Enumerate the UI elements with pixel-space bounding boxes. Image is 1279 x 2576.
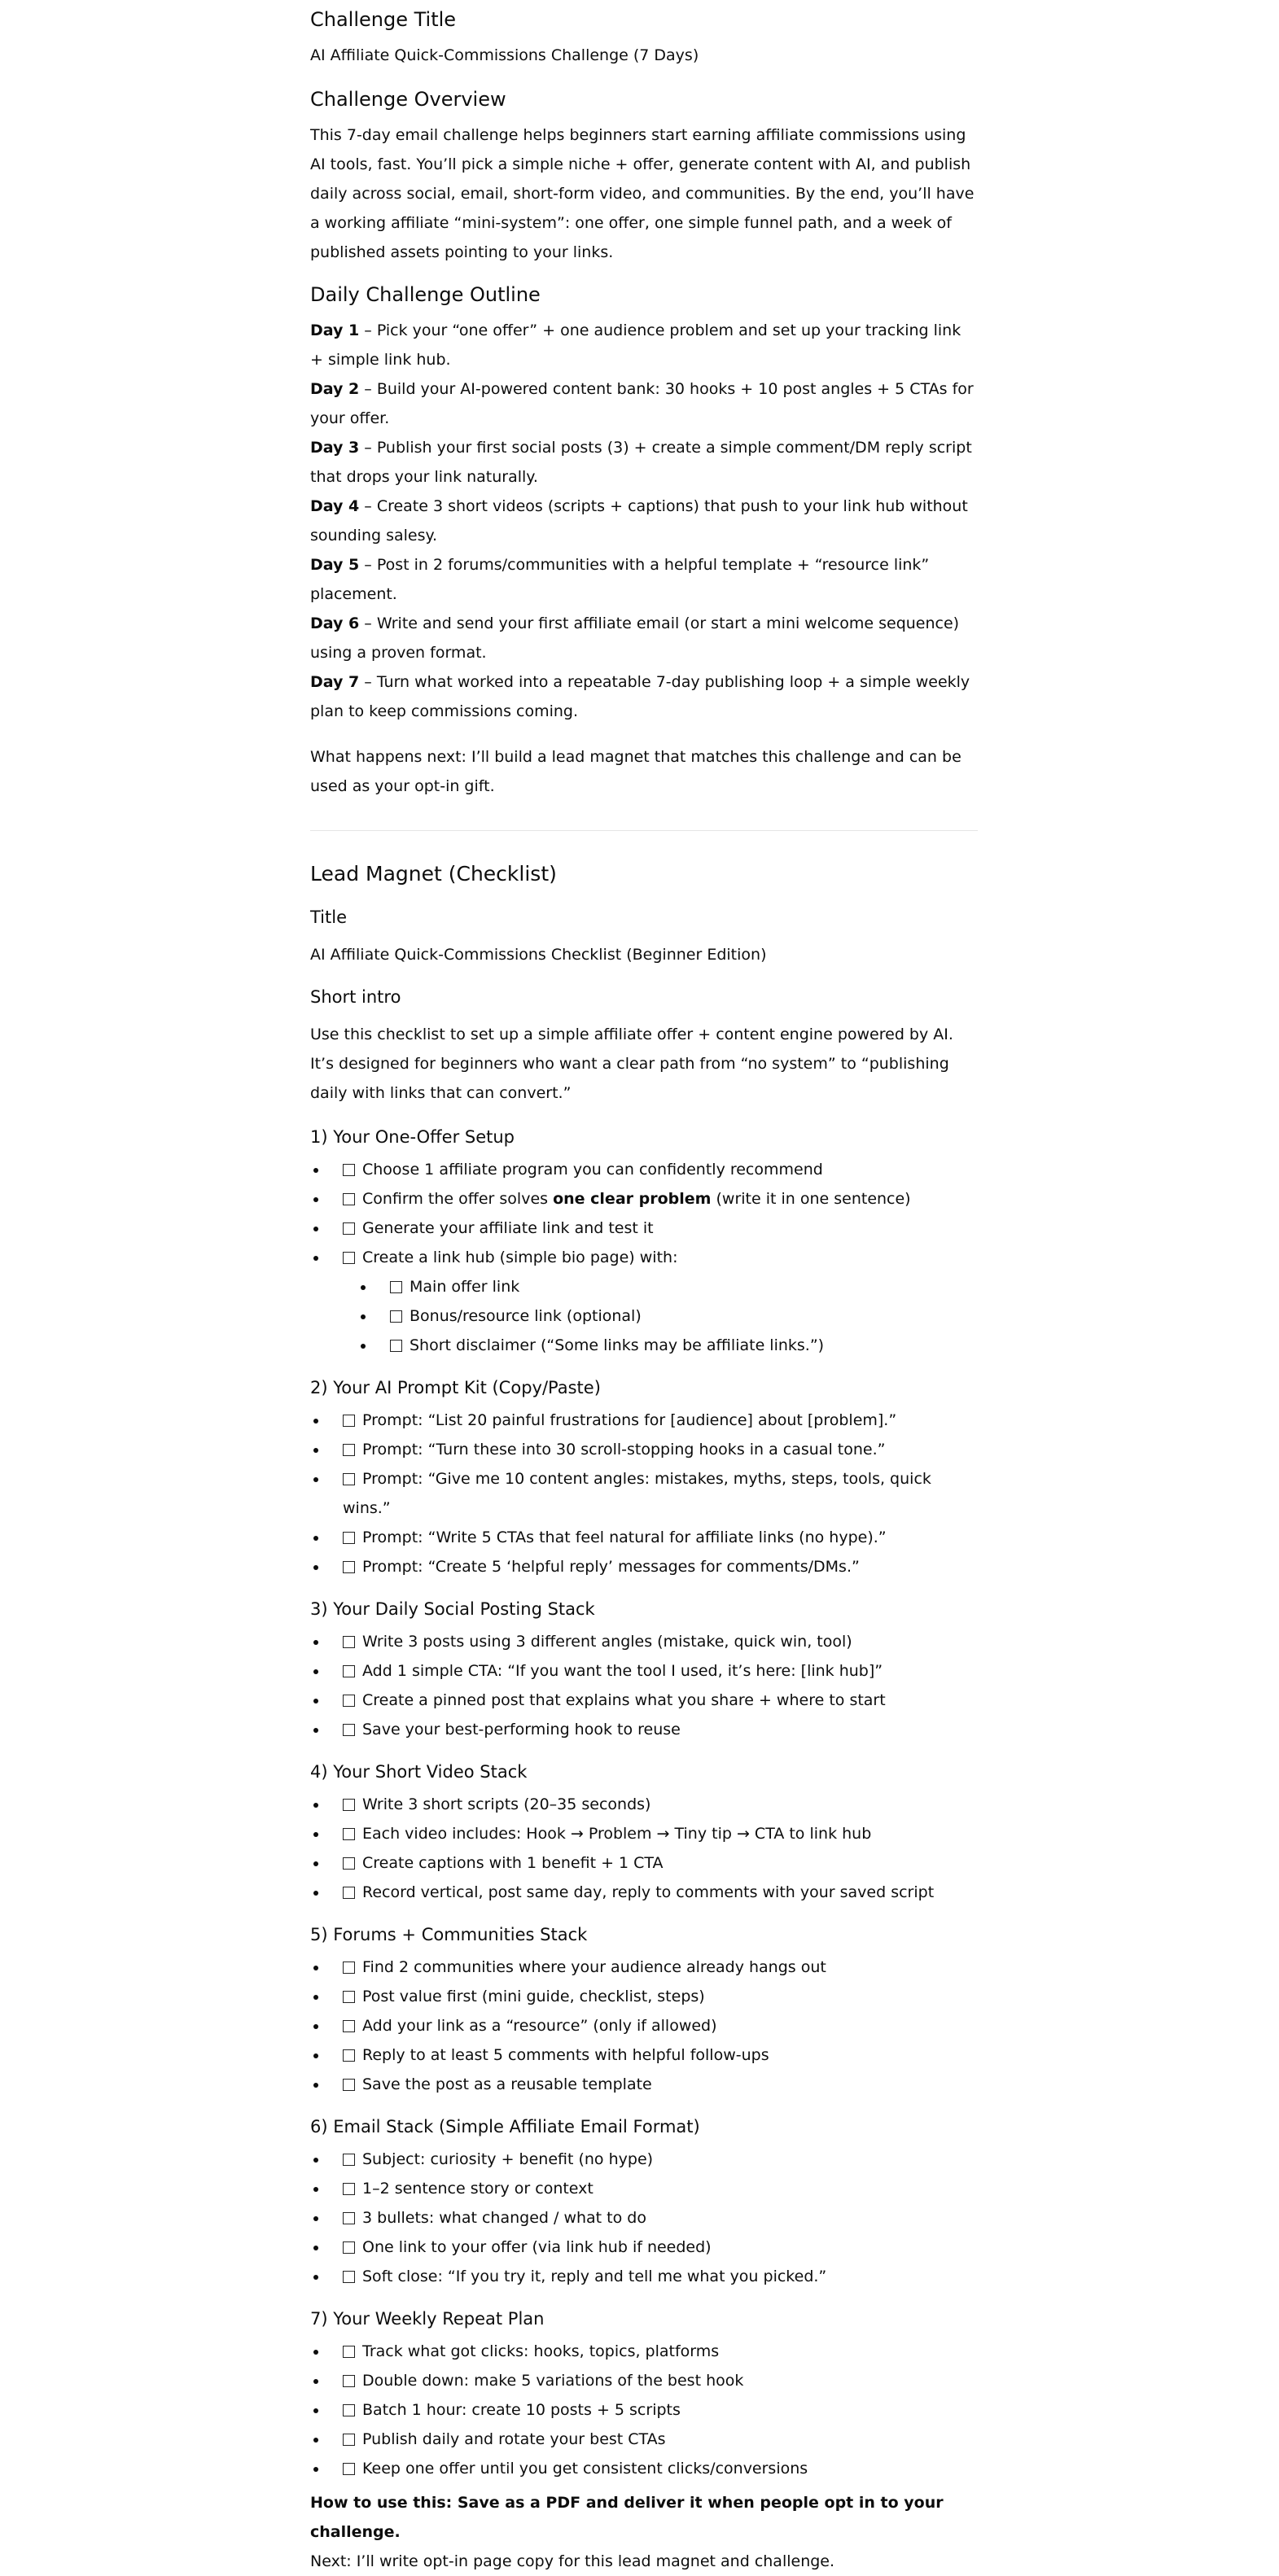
- section-heading: 1) Your One-Offer Setup: [310, 1127, 515, 1147]
- checklist-subitem: • Short disclaimer (“Some links may be affiliate links.”): [375, 1331, 978, 1360]
- lm-title-heading: Title: [310, 908, 348, 927]
- checklist: [310, 2145, 978, 2291]
- checkbox-icon[interactable]: [343, 1962, 355, 1974]
- checkbox-icon[interactable]: [390, 1281, 402, 1293]
- checklist-item: • Write 3 posts using 3 different angles (mistake, quick win, tool): [328, 1627, 978, 1656]
- checkbox-icon[interactable]: [390, 1310, 402, 1323]
- checklist-item: • Publish daily and rotate your best CTAs: [328, 2425, 978, 2454]
- checklist: [310, 1953, 978, 2099]
- checklist: [310, 1627, 978, 1744]
- checkbox-icon[interactable]: [343, 2049, 355, 2062]
- section-heading: 3) Your Daily Social Posting Stack: [310, 1599, 595, 1619]
- outline-day: Day 2 – Build your AI-powered content bank: 30 hooks + 10 post angles + 5 CTAs for your offer.: [310, 380, 974, 427]
- checklist-subitem: • Main offer link: [375, 1272, 978, 1301]
- checkbox-icon[interactable]: [343, 1887, 355, 1899]
- checklist: [310, 1155, 978, 1360]
- checklist-item: • Save the post as a reusable template: [328, 2070, 978, 2099]
- checklist-item: • Confirm the offer solves one clear problem (write it in one sentence): [328, 1184, 978, 1214]
- checklist-item: • Prompt: “Turn these into 30 scroll-stopping hooks in a casual tone.”: [328, 1435, 978, 1464]
- outline-day: Day 6 – Write and send your first affiliate email (or start a mini welcome sequence) using a proven format.: [310, 614, 960, 662]
- checklist-item: • 3 bullets: what changed / what to do: [328, 2203, 978, 2233]
- section-heading: 2) Your AI Prompt Kit (Copy/Paste): [310, 1378, 601, 1397]
- outline-day: Day 3 – Publish your first social posts (3) + create a simple comment/DM reply script that drops your link naturally.: [310, 439, 972, 486]
- lm-intro-text: Use this checklist to set up a simple affiliate offer + content engine powered by AI. It’s designed for beginners who want a clear path from “no system” to “publishing daily with links that can convert.”: [310, 1026, 953, 1102]
- checklist-item: • Each video includes: Hook → Problem → Tiny tip → CTA to link hub: [328, 1819, 978, 1848]
- checkbox-icon[interactable]: [343, 1991, 355, 2003]
- checklist-item: • Write 3 short scripts (20–35 seconds): [328, 1790, 978, 1819]
- checklist-item: • Prompt: “List 20 painful frustrations for [audience] about [problem].”: [328, 1406, 978, 1435]
- challenge-title-text: AI Affiliate Quick-Commissions Challenge (7 Days): [310, 46, 699, 64]
- checklist-subitem: • Bonus/resource link (optional): [375, 1301, 978, 1331]
- checkbox-icon[interactable]: [343, 2020, 355, 2032]
- section-heading: 7) Your Weekly Repeat Plan: [310, 2309, 545, 2329]
- checkbox-icon[interactable]: [343, 1665, 355, 1677]
- checklist: [310, 2337, 978, 2483]
- checklist-item: • Find 2 communities where your audience already hangs out: [328, 1953, 978, 1982]
- checklist-item: • Record vertical, post same day, reply to comments with your saved script: [328, 1878, 978, 1907]
- checkbox-icon[interactable]: [343, 1415, 355, 1427]
- checklist: [310, 1790, 978, 1907]
- checkbox-icon[interactable]: [343, 1252, 355, 1264]
- checkbox-icon[interactable]: [343, 2241, 355, 2254]
- checklist-item: • Create captions with 1 benefit + 1 CTA: [328, 1848, 978, 1878]
- checklist-item: • Keep one offer until you get consistent clicks/conversions: [328, 2454, 978, 2483]
- document: [310, 0, 978, 2576]
- checkbox-icon[interactable]: [343, 1695, 355, 1707]
- next-step: Next: I’ll write opt-in page copy for this lead magnet and challenge.: [310, 2552, 835, 2570]
- checkbox-icon[interactable]: [343, 1164, 355, 1176]
- checklist-item: • Double down: make 5 variations of the best hook: [328, 2366, 978, 2395]
- checkbox-icon[interactable]: [343, 2079, 355, 2091]
- checklist-item: • One link to your offer (via link hub if needed): [328, 2233, 978, 2262]
- checkbox-icon[interactable]: [343, 1193, 355, 1205]
- checkbox-icon[interactable]: [343, 2434, 355, 2446]
- checkbox-icon[interactable]: [343, 2404, 355, 2416]
- overview-text: This 7-day email challenge helps beginners start earning affiliate commissions using AI tools, fast. You’ll pick a simple niche + offer, generate content with AI, and publish daily across social, email, short-form video, and communities. By the end, you’ll have a working affiliate “mini-system”: one offer, one simple funnel path, and a week of published assets pointing to your links.: [310, 126, 975, 261]
- checklist-item: • Prompt: “Write 5 CTAs that feel natural for affiliate links (no hype).”: [328, 1523, 978, 1552]
- checkbox-icon[interactable]: [343, 1444, 355, 1456]
- checklist-item: • Track what got clicks: hooks, topics, platforms: [328, 2337, 978, 2366]
- checkbox-icon[interactable]: [343, 1857, 355, 1870]
- checkbox-icon[interactable]: [343, 1561, 355, 1573]
- checklist-item: • Soft close: “If you try it, reply and tell me what you picked.”: [328, 2262, 978, 2291]
- outline-day: Day 4 – Create 3 short videos (scripts + captions) that push to your link hub without sounding salesy.: [310, 497, 968, 545]
- section-divider: [310, 830, 978, 831]
- how-to-use: How to use this: Save as a PDF and deliver it when people opt in to your challenge.: [310, 2494, 944, 2541]
- lead-magnet-heading: Lead Magnet (Checklist): [310, 862, 557, 886]
- checklist-item: • Post value first (mini guide, checklist, steps): [328, 1982, 978, 2011]
- checkbox-icon[interactable]: [343, 1532, 355, 1544]
- checklist-item: • Save your best-performing hook to reuse: [328, 1715, 978, 1744]
- checkbox-icon[interactable]: [390, 1340, 402, 1352]
- checkbox-icon[interactable]: [343, 1799, 355, 1811]
- lm-intro-heading: Short intro: [310, 987, 401, 1007]
- outline-day: Day 7 – Turn what worked into a repeatable 7-day publishing loop + a simple weekly plan to keep commissions coming.: [310, 673, 970, 720]
- checkbox-icon[interactable]: [343, 2154, 355, 2166]
- checkbox-icon[interactable]: [343, 1828, 355, 1840]
- lm-title-text: AI Affiliate Quick-Commissions Checklist (Beginner Edition): [310, 946, 767, 964]
- checkbox-icon[interactable]: [343, 2463, 355, 2475]
- checklist-item: • Reply to at least 5 comments with helpful follow-ups: [328, 2040, 978, 2070]
- section-heading: 6) Email Stack (Simple Affiliate Email Format): [310, 2117, 700, 2136]
- checklist-item: • Prompt: “Give me 10 content angles: mistakes, myths, steps, tools, quick wins.”: [328, 1464, 978, 1523]
- daily-outline: [310, 316, 978, 726]
- checkbox-icon[interactable]: [343, 1724, 355, 1736]
- checklist-item: • 1–2 sentence story or context: [328, 2174, 978, 2203]
- challenge-title-heading: Challenge Title: [310, 8, 457, 31]
- checklist-item: • Create a pinned post that explains what you share + where to start: [328, 1686, 978, 1715]
- outline-next: What happens next: I’ll build a lead magnet that matches this challenge and can be used as your opt-in gift.: [310, 748, 961, 795]
- checkbox-icon[interactable]: [343, 2375, 355, 2387]
- checkbox-icon[interactable]: [343, 1222, 355, 1235]
- checklist-item: • Generate your affiliate link and test it: [328, 1214, 978, 1243]
- checkbox-icon[interactable]: [343, 1473, 355, 1485]
- checkbox-icon[interactable]: [343, 2183, 355, 2195]
- overview-heading: Challenge Overview: [310, 88, 506, 111]
- sub-checklist: [343, 1272, 978, 1360]
- checklist-item: • Create a link hub (simple bio page) with: • Main offer link • Bonus/resource link (optional) • Short disclaimer (“Some links may be affiliate links.”): [328, 1243, 978, 1360]
- checklist-item: • Prompt: “Create 5 ‘helpful reply’ messages for comments/DMs.”: [328, 1552, 978, 1581]
- outline-day: Day 5 – Post in 2 forums/communities with a helpful template + “resource link” placement.: [310, 556, 930, 603]
- checklist-item: • Batch 1 hour: create 10 posts + 5 scripts: [328, 2395, 978, 2425]
- checklist-item: • Add your link as a “resource” (only if allowed): [328, 2011, 978, 2040]
- checkbox-icon[interactable]: [343, 2346, 355, 2358]
- section-heading: 5) Forums + Communities Stack: [310, 1925, 588, 1944]
- checklist-item: • Choose 1 affiliate program you can confidently recommend: [328, 1155, 978, 1184]
- outline-heading: Daily Challenge Outline: [310, 283, 541, 306]
- section-heading: 4) Your Short Video Stack: [310, 1762, 528, 1782]
- checklist-item: • Add 1 simple CTA: “If you want the tool I used, it’s here: [link hub]”: [328, 1656, 978, 1686]
- checkbox-icon[interactable]: [343, 2271, 355, 2283]
- checkbox-icon[interactable]: [343, 2212, 355, 2224]
- outline-day: Day 1 – Pick your “one offer” + one audience problem and set up your tracking link + simple link hub.: [310, 321, 961, 369]
- checklist: [310, 1406, 978, 1581]
- checkbox-icon[interactable]: [343, 1636, 355, 1648]
- checklist-item: • Subject: curiosity + benefit (no hype): [328, 2145, 978, 2174]
